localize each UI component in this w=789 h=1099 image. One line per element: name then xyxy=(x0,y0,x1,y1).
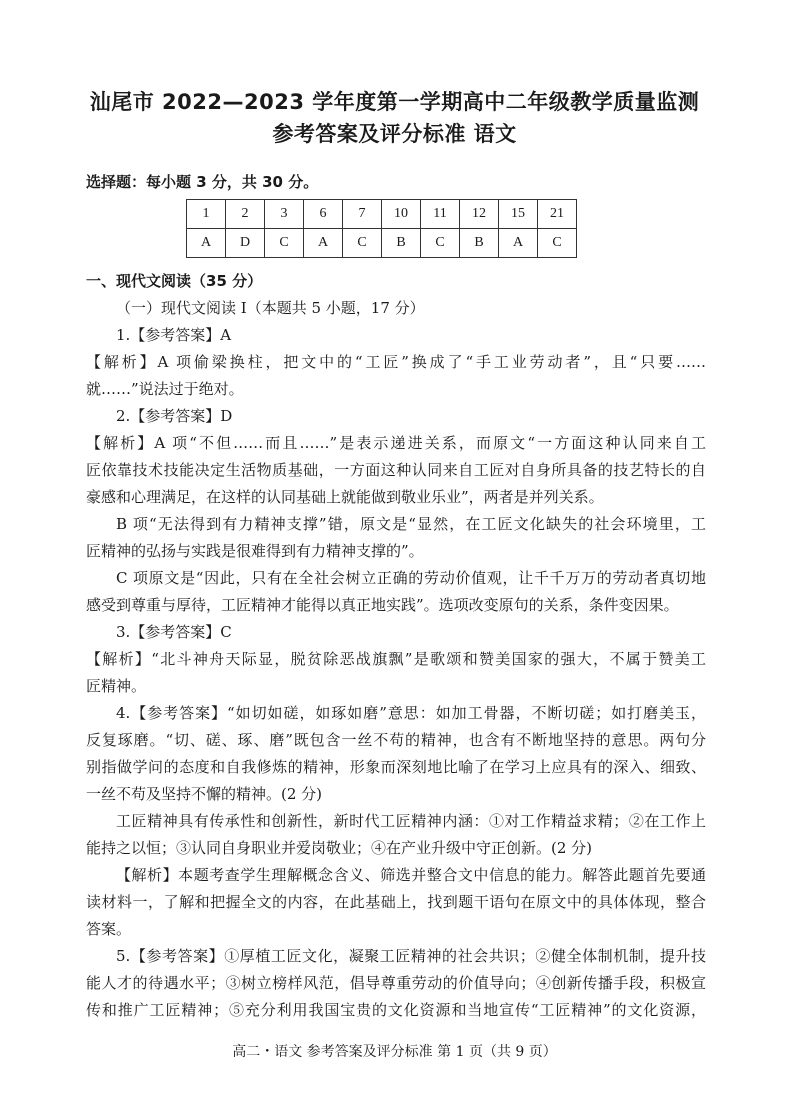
answer-line: 4.【参考答案】“如切如磋，如琢如磨”意思：如加工骨器，不断切磋；如打磨美玉， xyxy=(116,704,706,722)
answer-letter: B xyxy=(460,229,499,258)
answer-line: 反复琢磨。“切、磋、琢、磨”既包含一丝不苟的精神，也含有不断地坚持的意思。两句分 xyxy=(86,731,706,749)
answer-line: 能人才的待遇水平；③树立榜样风范，倡导尊重劳动的价值导向；④创新传播手段，积极宣 xyxy=(86,974,706,992)
question-number: 7 xyxy=(343,200,382,229)
answer-letter: C xyxy=(343,229,382,258)
answer-line: 能持之以恒；③认同自身职业并爱岗敬业；④在产业升级中守正创新。(2 分) xyxy=(86,839,593,857)
question-number: 3 xyxy=(265,200,304,229)
explanation-line: 【解析】本题考查学生理解概念含义、筛选并整合文中信息的能力。解答此题首先要通 xyxy=(116,866,706,884)
subsection-heading: （一）现代文阅读 I（本题共 5 小题，17 分） xyxy=(116,299,425,317)
document-subtitle: 参考答案及评分标准 语文 xyxy=(272,122,517,146)
answer-letter: C xyxy=(538,229,577,258)
answer-letter: C xyxy=(421,229,460,258)
question-number: 2 xyxy=(226,200,265,229)
document-title: 汕尾市 2022—2023 学年度第一学期高中二年级教学质量监测 xyxy=(89,90,700,114)
explanation-line: 匠精神的弘扬与实践是很难得到有力精神支撑的”。 xyxy=(86,542,424,560)
question-number: 11 xyxy=(421,200,460,229)
explanation-line: 【解析】A 项“不但……而且……”是表示递进关系，而原文“一方面这种认同来自工 xyxy=(86,434,706,452)
choice-section-intro: 选择题：每小题 3 分，共 30 分。 xyxy=(86,173,319,191)
answer-line: 1.【参考答案】A xyxy=(116,326,232,344)
answer-letter: D xyxy=(226,229,265,258)
explanation-line: 豪感和心理满足，在这样的认同基础上就能做到敬业乐业”，两者是并列关系。 xyxy=(86,488,604,506)
explanation-line: 匠依靠技术技能决定生活物质基础，一方面这种认同来自工匠对自身所具备的技艺特长的自 xyxy=(86,461,706,479)
question-number: 1 xyxy=(187,200,226,229)
answer-table-number-row xyxy=(187,200,577,229)
answer-line: 一丝不苟及坚持不懈的精神。(2 分) xyxy=(86,785,323,803)
explanation-line: 【解析】“北斗神舟天际显，脱贫除恶战旗飘”是歌颂和赞美国家的强大，不属于赞美工 xyxy=(86,650,706,668)
question-number: 10 xyxy=(382,200,421,229)
explanation-line: 匠精神。 xyxy=(86,677,147,695)
section-heading: 一、现代文阅读（35 分） xyxy=(86,272,263,290)
answer-letter: A xyxy=(187,229,226,258)
answer-letter: A xyxy=(499,229,538,258)
question-number: 15 xyxy=(499,200,538,229)
page-footer: 高二・语文 参考答案及评分标准 第 1 页（共 9 页） xyxy=(232,1044,557,1060)
explanation-line: 感受到尊重与厚待，工匠精神才能得以真正地实践”。选项改变原句的关系，条件变因果。 xyxy=(86,596,679,614)
question-number: 12 xyxy=(460,200,499,229)
answer-line: 工匠精神具有传承性和创新性，新时代工匠精神内涵：①对工作精益求精；②在工作上 xyxy=(116,812,706,830)
answer-line: 3.【参考答案】C xyxy=(116,623,232,641)
explanation-line: B 项“无法得到有力精神支撑”错，原文是“显然，在工匠文化缺失的社会环境里，工 xyxy=(116,515,706,533)
answer-line: 5.【参考答案】①厚植工匠文化，凝聚工匠精神的社会共识；②健全体制机制，提升技 xyxy=(116,947,706,965)
answer-letter: A xyxy=(304,229,343,258)
answer-line: 2.【参考答案】D xyxy=(116,407,233,425)
answer-letter: C xyxy=(265,229,304,258)
answer-letter: B xyxy=(382,229,421,258)
answer-table xyxy=(186,199,577,258)
explanation-line: C 项原文是“因此，只有在全社会树立正确的劳动价值观，让千千万万的劳动者真切地 xyxy=(116,569,706,587)
question-number: 21 xyxy=(538,200,577,229)
answer-line: 传和推广工匠精神；⑤充分利用我国宝贵的文化资源和当地宣传“工匠精神”的文化资源， xyxy=(86,1001,706,1019)
explanation-line: 【解析】A 项偷梁换柱，把文中的“工匠”换成了“手工业劳动者”，且“只要…… xyxy=(86,353,706,371)
explanation-line: 就……”说法过于绝对。 xyxy=(86,380,244,398)
question-number: 6 xyxy=(304,200,343,229)
explanation-line: 读材料一，了解和把握全文的内容，在此基础上，找到题干语句在原文中的具体体现，整合 xyxy=(86,893,706,911)
answer-table-answer-row xyxy=(187,229,577,258)
answer-line: 别指做学问的态度和自我修炼的精神，形象而深刻地比喻了在学习上应具有的深入、细致、 xyxy=(86,758,706,776)
explanation-line: 答案。 xyxy=(86,920,132,938)
